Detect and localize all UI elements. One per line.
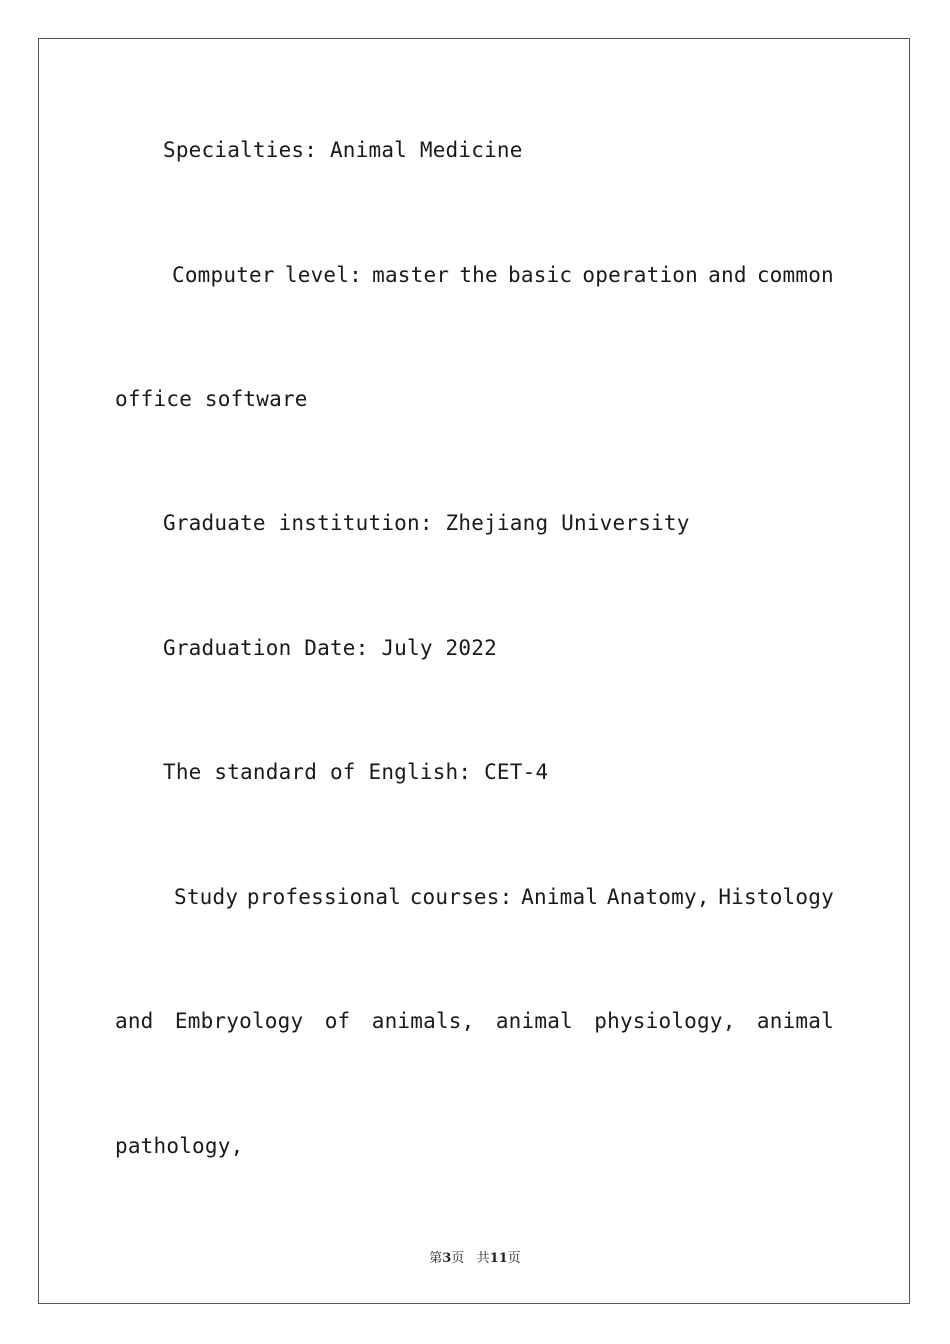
word: operation — [582, 263, 698, 287]
word: animal — [495, 1009, 573, 1033]
page-frame — [38, 38, 910, 1304]
word: Animal — [521, 885, 599, 909]
footer-total-suffix: 页 — [507, 1251, 521, 1266]
courses-line-end: pathology, — [115, 1134, 244, 1158]
computer-level-line-cont: office software — [115, 387, 308, 411]
footer-total-prefix: 共 — [476, 1251, 490, 1266]
word: animals, — [371, 1009, 475, 1033]
total-pages: 11 — [489, 1251, 508, 1266]
graduation-date-line: Graduation Date: July 2022 — [163, 636, 497, 660]
word: physiology, — [594, 1009, 736, 1033]
word: Computer — [172, 263, 275, 287]
word: and — [708, 263, 747, 287]
computer-level-line — [172, 262, 834, 288]
word: common — [756, 263, 834, 287]
graduate-institution-line: Graduate institution: Zhejiang University — [163, 511, 690, 535]
english-standard-line: The standard of English: CET-4 — [163, 760, 549, 784]
word: the — [459, 263, 498, 287]
page-number-footer — [0, 1247, 950, 1266]
word: Study — [174, 885, 239, 909]
current-page: 3 — [442, 1251, 452, 1266]
word: and — [115, 1009, 154, 1033]
footer-page-word: 页 — [451, 1251, 465, 1266]
word: Embryology — [174, 1009, 304, 1033]
word: master — [372, 263, 450, 287]
specialties-line: Specialties: Animal Medicine — [163, 138, 523, 162]
word: animal — [756, 1009, 834, 1033]
word: basic — [508, 263, 573, 287]
footer-prefix: 第 — [429, 1251, 443, 1266]
word: Histology — [718, 885, 834, 909]
courses-line — [174, 884, 834, 910]
courses-line-cont — [115, 1008, 834, 1034]
word: Anatomy, — [606, 885, 710, 909]
word: level: — [284, 263, 362, 287]
word: courses: — [409, 885, 513, 909]
word: of — [324, 1009, 351, 1033]
word: professional — [246, 885, 402, 909]
